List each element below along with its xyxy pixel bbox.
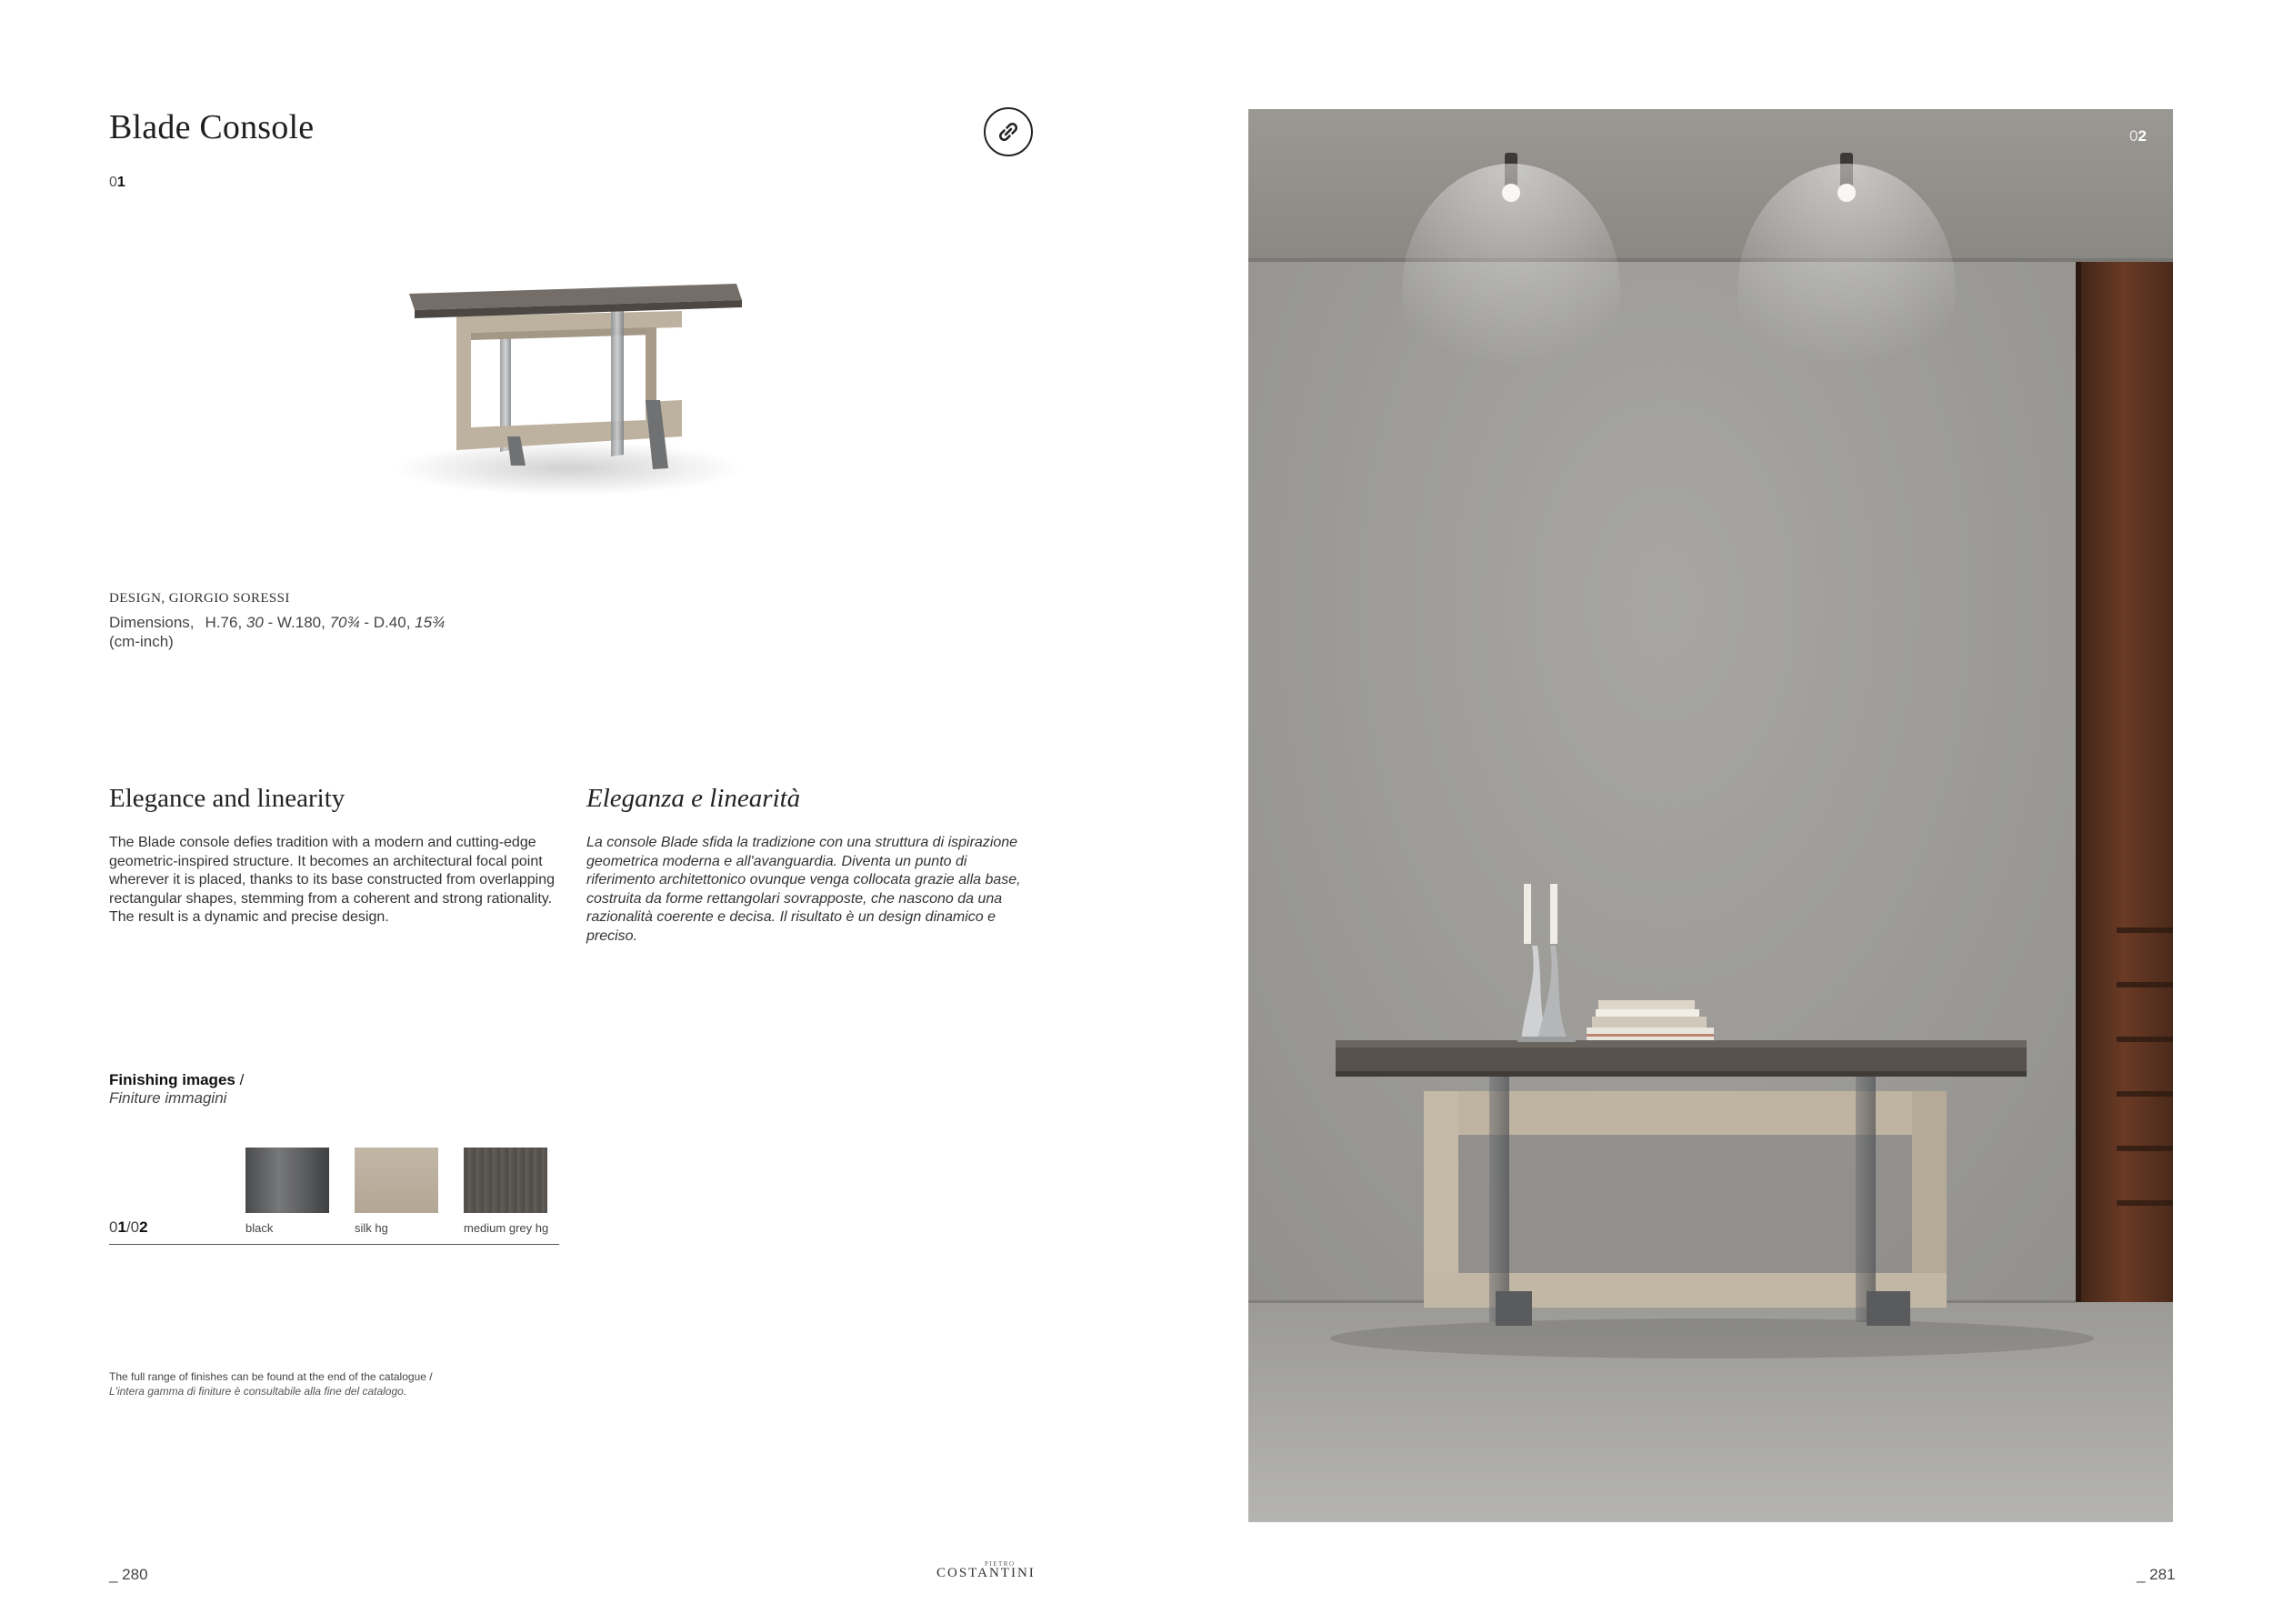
description-english: The Blade console defies tradition with a modern and cutting-edge geometric-inspired structure. It becomes an architectural focal point wherever it is placed, thanks to its base constructed from overlapping rectangular shapes, stemming from a coherent and strong rationality. The result is a dynamic and precise design. bbox=[109, 835, 556, 925]
designer-credit: DESIGN, GIORGIO SORESSI bbox=[109, 591, 290, 606]
finishes-note: The full range of finishes can be found at the end of the catalogue / L'intera gamma di finiture è consultabile alla fine del catalogo. bbox=[109, 1370, 433, 1398]
divider bbox=[109, 1244, 559, 1245]
photo-number: 02 bbox=[2129, 127, 2147, 145]
finish-swatch-black[interactable] bbox=[245, 1148, 329, 1213]
heading-italian: Eleganza e linearità bbox=[586, 784, 801, 813]
link-button[interactable] bbox=[984, 107, 1033, 156]
dimension-units: (cm-inch) bbox=[109, 633, 174, 650]
dimensions: Dimensions, H.76, 30 - W.180, 70¾ - D.40, 15¾ (cm-inch) bbox=[109, 614, 446, 650]
page-number-left: _ 280 bbox=[109, 1566, 148, 1583]
finishes-count: 01/02 bbox=[109, 1218, 148, 1236]
page-title: Blade Console bbox=[109, 108, 315, 146]
page-number-right: _ 281 bbox=[2137, 1566, 2176, 1583]
brand-logo-top: PIETRO bbox=[985, 1560, 1016, 1568]
product-image bbox=[373, 264, 764, 518]
finish-label: silk hg bbox=[355, 1221, 388, 1235]
finishes-title: Finishing images / Finiture immagini bbox=[109, 1071, 245, 1107]
finish-label: medium grey hg bbox=[464, 1221, 549, 1235]
link-icon bbox=[996, 119, 1021, 145]
finish-swatch-silk-hg[interactable] bbox=[355, 1148, 438, 1213]
heading-english: Elegance and linearity bbox=[109, 784, 345, 813]
finish-swatch-medium-grey-hg[interactable] bbox=[464, 1148, 547, 1213]
finish-label: black bbox=[245, 1221, 274, 1235]
image-number: 01 bbox=[109, 175, 125, 190]
room-photo bbox=[1248, 109, 2173, 1522]
description-italian: La console Blade sfida la tradizione con una struttura di ispirazione geometrica moderna e all'avanguardia. Diventa un punto di riferimento architettonico ovunque venga collocata grazie alla base, costruita da forme rettangolari sovrapposte, che nascono da una razionalità coerente e decisa. Il risultato è un design dinamico e preciso. bbox=[586, 835, 1021, 944]
brand-logo: COSTANTINI bbox=[936, 1566, 1036, 1580]
